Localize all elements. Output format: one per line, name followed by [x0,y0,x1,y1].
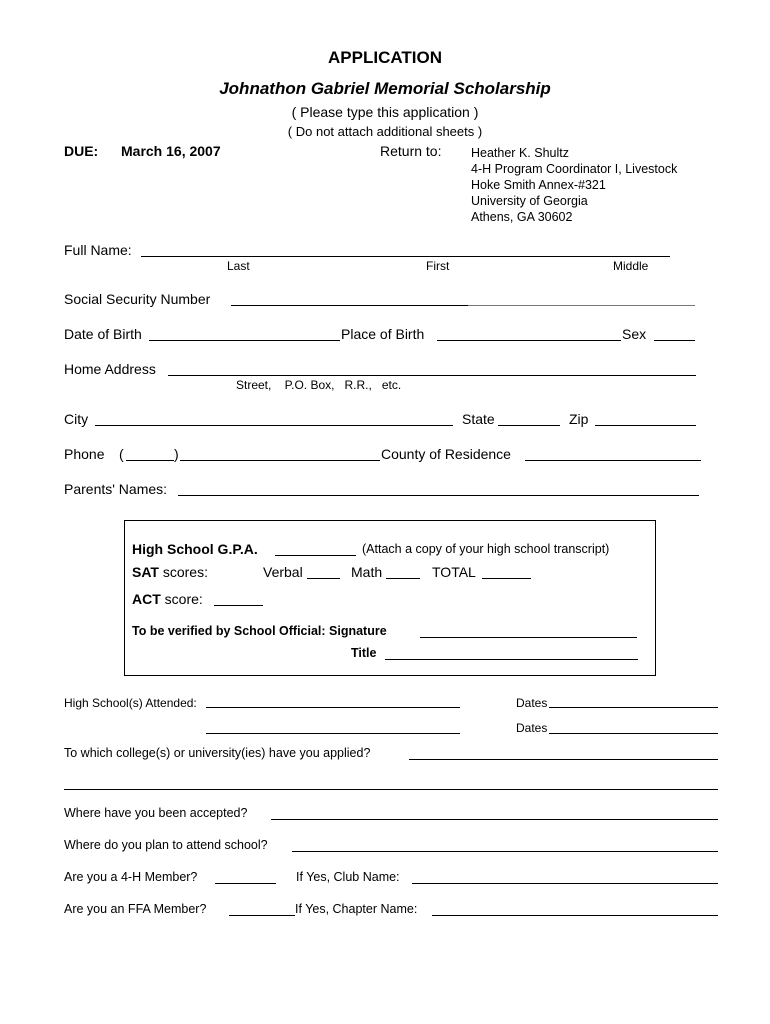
city-field[interactable] [95,425,453,426]
accepted-field[interactable] [271,819,718,820]
city-label: City [64,411,89,427]
type-instruction: ( Please type this application ) [291,104,479,120]
area-code-open-paren: ( [119,446,124,462]
math-field[interactable] [386,578,420,579]
full-name-label: Full Name: [64,242,132,258]
return-line: Heather K. Shultz [471,146,569,160]
place-of-birth-field[interactable] [437,340,621,341]
club-name-field[interactable] [412,883,718,884]
home-address-field[interactable] [168,375,696,376]
home-address-label: Home Address [64,361,156,377]
high-school-1-field[interactable] [206,707,460,708]
attach-instruction: ( Do not attach additional sheets ) [287,124,483,139]
address-hint: Street, P.O. Box, R.R., etc. [236,378,402,392]
ssn-label: Social Security Number [64,291,211,307]
chapter-name-field[interactable] [432,915,718,916]
parents-field[interactable] [178,495,699,496]
high-school-2-field[interactable] [206,733,460,734]
full-name-field[interactable] [141,256,670,257]
return-address [471,145,677,225]
county-field[interactable] [525,460,701,461]
zip-label: Zip [569,411,589,427]
state-label: State [462,411,495,427]
gpa-note: (Attach a copy of your high school transcript) [362,542,610,556]
fourh-member-field[interactable] [215,883,276,884]
total-label: TOTAL [432,564,476,580]
name-last-hint: Last [227,259,250,273]
total-field[interactable] [482,578,531,579]
signature-label: To be verified by School Official: Signature [132,624,387,638]
sat-label [132,564,208,580]
signature-field[interactable] [420,637,637,638]
page-title: APPLICATION [328,48,442,67]
math-label: Math [351,564,383,580]
official-title-label: Title [351,646,377,660]
sex-field[interactable] [654,340,695,341]
area-code-field[interactable] [126,460,174,461]
club-name-label: If Yes, Club Name: [296,870,400,884]
return-line: Athens, GA 30602 [471,210,573,224]
return-line: University of Georgia [471,194,588,208]
name-middle-hint: Middle [613,259,649,273]
chapter-name-label: If Yes, Chapter Name: [295,902,418,916]
sat-label-bold: SAT [132,564,159,580]
dates-2-label: Dates [516,721,548,735]
sat-label-rest: scores: [158,564,208,580]
act-field[interactable] [214,605,263,606]
return-line: Hoke Smith Annex-#321 [471,178,606,192]
ffa-member-label: Are you an FFA Member? [64,902,207,916]
phone-label: Phone [64,446,105,462]
return-to-label: Return to: [380,143,442,159]
applied-colleges-field-2[interactable] [64,789,718,790]
plan-school-field[interactable] [292,851,718,852]
act-label-rest: score: [160,591,203,607]
fourh-member-label: Are you a 4-H Member? [64,870,198,884]
parents-label: Parents' Names: [64,481,168,497]
dob-label: Date of Birth [64,326,142,342]
sex-label: Sex [622,326,647,342]
accepted-label: Where have you been accepted? [64,806,248,820]
plan-school-label: Where do you plan to attend school? [64,838,268,852]
act-label [132,591,203,607]
applied-colleges-field[interactable] [409,759,718,760]
state-field[interactable] [498,425,560,426]
name-first-hint: First [426,259,450,273]
high-schools-label: High School(s) Attended: [64,696,197,710]
ffa-member-field[interactable] [229,915,295,916]
act-label-bold: ACT [132,591,161,607]
dates-1-label: Dates [516,696,548,710]
dob-field[interactable] [149,340,340,341]
gpa-field[interactable] [275,555,356,556]
page-subtitle: Johnathon Gabriel Memorial Scholarship [219,79,551,98]
zip-field[interactable] [595,425,696,426]
phone-field[interactable] [180,460,380,461]
ssn-field-extension [468,305,695,306]
due-date: March 16, 2007 [121,143,221,159]
dates-1-field[interactable] [549,707,718,708]
dates-2-field[interactable] [549,733,718,734]
area-code-close-paren: ) [174,446,179,462]
applied-colleges-label: To which college(s) or university(ies) have you applied? [64,746,371,760]
official-title-field[interactable] [385,659,638,660]
verbal-label: Verbal [263,564,303,580]
return-line: 4-H Program Coordinator I, Livestock [471,162,678,176]
county-label: County of Residence [381,446,511,462]
place-of-birth-label: Place of Birth [341,326,425,342]
ssn-field[interactable] [231,305,468,306]
verbal-field[interactable] [307,578,340,579]
due-label: DUE: [64,143,99,159]
gpa-label: High School G.P.A. [132,541,258,557]
